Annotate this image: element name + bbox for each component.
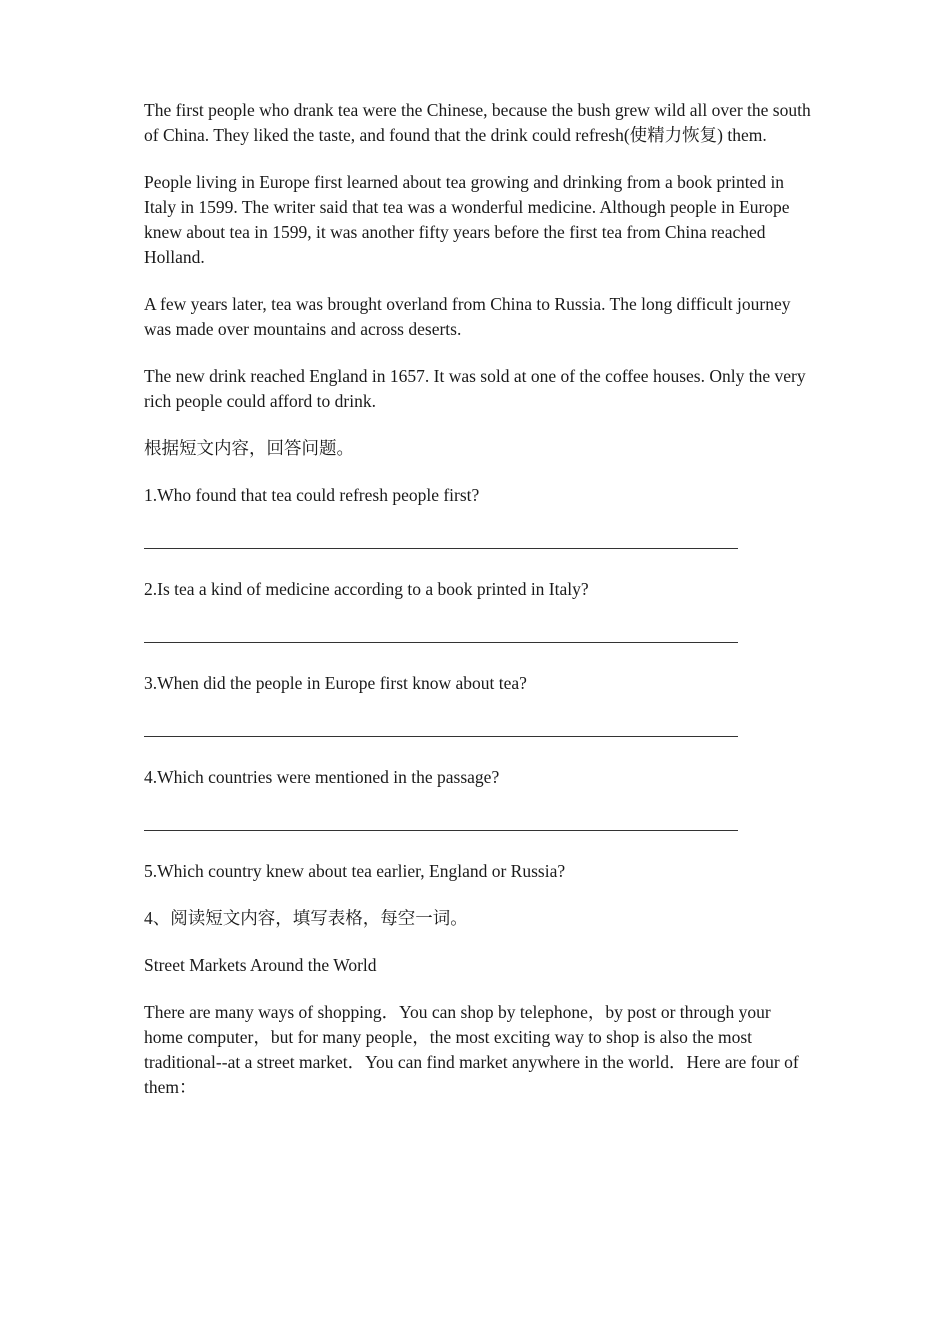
section-title: Street Markets Around the World <box>144 955 377 975</box>
question-1: 1.Who found that tea could refresh people first? <box>144 485 480 505</box>
passage-paragraph-2: People living in Europe first learned about tea growing and drinking from a book printed in Italy in 1599. The writer said that tea was a wonderful medicine. Although people in Europe knew about tea in 1599, it was another fifty years before the first tea from China reached Holland. <box>144 172 790 267</box>
question-2: 2.Is tea a kind of medicine according to a book printed in Italy? <box>144 579 589 599</box>
instruction-text: 根据短文内容，回答问题。 <box>144 438 354 458</box>
answer-line-4 <box>144 812 812 837</box>
document-page <box>144 98 812 1122</box>
question-5: 5.Which country knew about tea earlier, England or Russia? <box>144 861 566 881</box>
question-4: 4.Which countries were mentioned in the passage? <box>144 767 500 787</box>
question-3: 3.When did the people in Europe first know about tea? <box>144 673 527 693</box>
passage-paragraph-1: The first people who drank tea were the Chinese, because the bush grew wild all over the south of China. They liked the taste, and found that the drink could refresh(使精力恢复) them. <box>144 100 811 145</box>
answer-line-3 <box>144 718 812 743</box>
answer-line-2 <box>144 624 812 649</box>
section-paragraph: There are many ways of shopping．You can shop by telephone，by post or through your home computer，but for many people，the most exciting way to shop is also the most traditional--at a street market．You can find market anywhere in the world．Here are four of them： <box>144 1002 799 1097</box>
passage-paragraph-3: A few years later, tea was brought overland from China to Russia. The long difficult journey was made over mountains and across deserts. <box>144 294 791 339</box>
section-heading: 4、阅读短文内容，填写表格，每空一词。 <box>144 908 468 928</box>
passage-paragraph-4: The new drink reached England in 1657. It was sold at one of the coffee houses. Only the very rich people could afford to drink. <box>144 366 806 411</box>
answer-line-1 <box>144 530 812 555</box>
